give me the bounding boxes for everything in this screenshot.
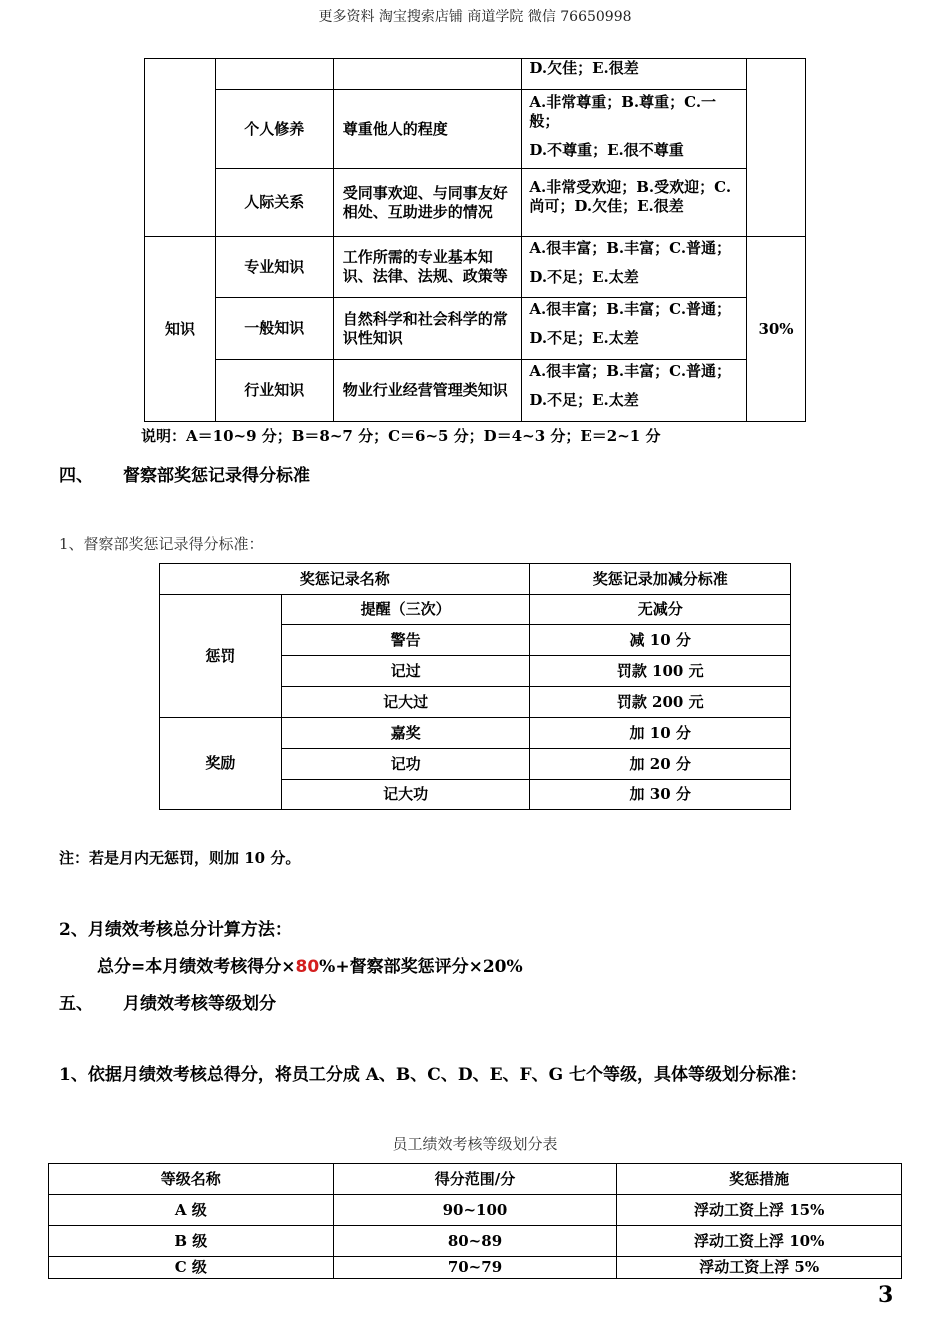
- header-cell: 等级名称: [49, 1164, 334, 1195]
- item-cell: 个人修养: [215, 90, 333, 169]
- scoring-note: 说明：A＝10~9 分；B＝8~7 分；C＝6~5 分；D＝4~3 分；E＝2~1 分: [141, 427, 661, 445]
- item-cell: 行业知识: [215, 360, 333, 422]
- table-row: 记大过 罚款 200 元: [160, 687, 791, 718]
- section-heading: [59, 989, 276, 1014]
- table-row: 记大功 加 30 分: [160, 780, 791, 810]
- highlight-value: 80: [295, 957, 320, 977]
- desc-cell: 工作所需的专业基本知识、法律、法规、政策等: [333, 237, 522, 298]
- note: 注：若是月内无惩罚，则加 10 分。: [59, 849, 301, 867]
- subheading: 2、月绩效考核总分计算方法：: [59, 920, 292, 940]
- grade-cell: A.非常尊重；B.尊重；C.一般； D.不尊重；E.很不尊重: [522, 90, 747, 169]
- formula: 总分=本月绩效考核得分×80%+督察部奖惩评分×20%: [97, 957, 523, 977]
- weight-cell: 30%: [747, 237, 806, 422]
- reward-punishment-table: [159, 563, 791, 810]
- page-header: 更多资料 淘宝搜索店铺 商道学院 微信 76650998: [318, 9, 632, 25]
- desc-cell: 受同事欢迎、与同事友好相处、互助进步的情况: [333, 169, 522, 237]
- header-cell: 得分范围/分: [333, 1164, 617, 1195]
- table-row: [145, 237, 806, 298]
- section-number: 四、: [59, 466, 93, 486]
- criteria-table: [144, 58, 806, 422]
- header-cell: 奖惩措施: [617, 1164, 902, 1195]
- desc-cell: 自然科学和社会科学的常识性知识: [333, 298, 522, 360]
- section-title: 督察部奖惩记录得分标准: [123, 466, 310, 486]
- item-cell: 人际关系: [215, 169, 333, 237]
- group-cell: 惩罚: [160, 595, 282, 718]
- table-row: [145, 169, 806, 237]
- page-number: 3: [878, 1282, 894, 1308]
- item-cell: 专业知识: [215, 237, 333, 298]
- subheading: 1、督察部奖惩记录得分标准：: [59, 535, 264, 553]
- table-row: [145, 360, 806, 422]
- table-row: [145, 90, 806, 169]
- table-row: C 级 70~79 浮动工资上浮 5%: [49, 1257, 902, 1279]
- table-caption: 员工绩效考核等级划分表: [392, 1135, 558, 1153]
- grade-cell: A.很丰富；B.丰富；C.普通； D.不足；E.太差: [522, 298, 747, 360]
- group-cell: 奖励: [160, 718, 282, 810]
- desc-cell: 尊重他人的程度: [333, 90, 522, 169]
- table-row: 记功 加 20 分: [160, 749, 791, 780]
- header-cell: 奖惩记录加减分标准: [530, 564, 791, 595]
- grade-cell: A.很丰富；B.丰富；C.普通； D.不足；E.太差: [522, 360, 747, 422]
- desc-cell: 物业行业经营管理类知识: [333, 360, 522, 422]
- table-row: 记过 罚款 100 元: [160, 656, 791, 687]
- table-row: B 级 80~89 浮动工资上浮 10%: [49, 1226, 902, 1257]
- grade-cell: A.非常受欢迎；B.受欢迎；C.尚可；D.欠佳；E.很差: [522, 169, 747, 237]
- table-row: 惩罚 提醒（三次） 无减分: [160, 595, 791, 625]
- section-title: 月绩效考核等级划分: [123, 994, 276, 1014]
- table-row: 警告 减 10 分: [160, 625, 791, 656]
- group-cell: 知识: [145, 237, 216, 422]
- table-row: 奖励 嘉奖 加 10 分: [160, 718, 791, 749]
- table-row: [145, 298, 806, 360]
- table-header-row: [49, 1164, 902, 1195]
- header-cell: 奖惩记录名称: [160, 564, 530, 595]
- grade-cell: A.很丰富；B.丰富；C.普通； D.不足；E.太差: [522, 237, 747, 298]
- table-header-row: [160, 564, 791, 595]
- subheading: 1、依据月绩效考核总得分，将员工分成 A、B、C、D、E、F、G 七个等级，具体等级划分标准：: [59, 1065, 808, 1085]
- grade-cell: D.欠佳；E.很差: [522, 59, 747, 90]
- item-cell: 一般知识: [215, 298, 333, 360]
- table-row: A 级 90~100 浮动工资上浮 15%: [49, 1195, 902, 1226]
- grade-table: [48, 1163, 902, 1279]
- section-heading: [59, 461, 310, 486]
- table-row: [145, 59, 806, 90]
- section-number: 五、: [59, 994, 93, 1014]
